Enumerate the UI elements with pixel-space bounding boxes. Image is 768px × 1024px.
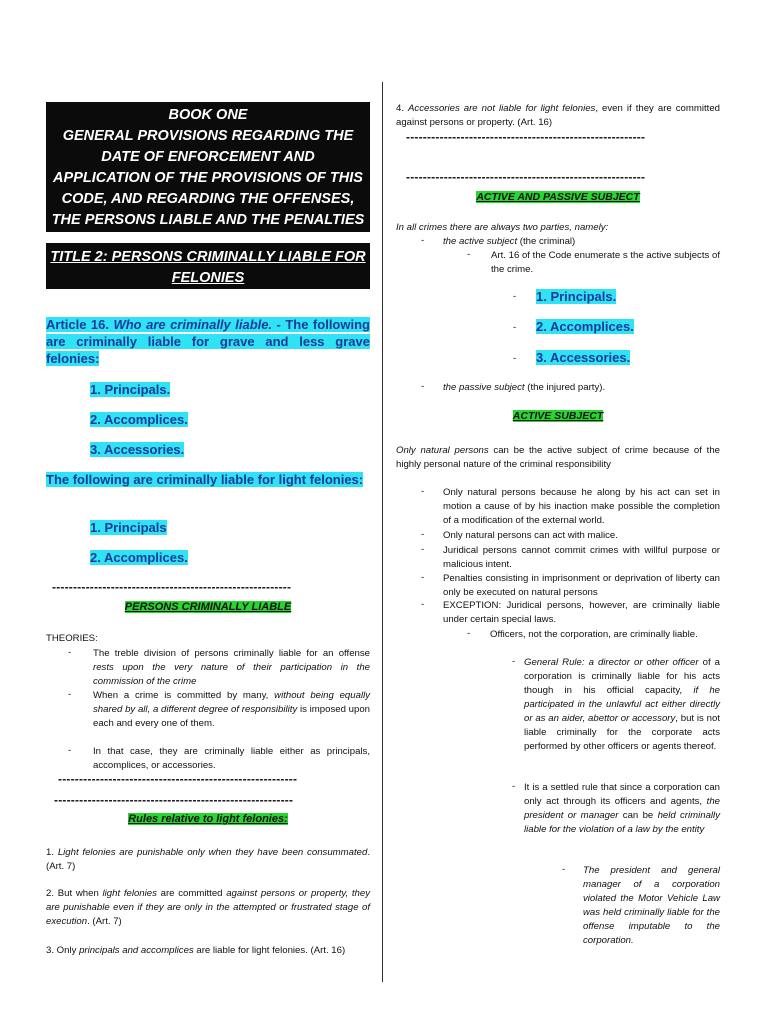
dashed-separator: --------------------------------------------------------- [52, 580, 292, 594]
passive-subject-line: the passive subject (the injured party). [443, 382, 606, 393]
list-item: Only natural persons because he along by his act can set in motion a cause of by his inaction make possible the completion of a modification of the external world. [443, 487, 720, 526]
theory-item: When a crime is committed by many, without being equally shared by all, a different degree of responsibility is imposed upon each and every one of them. [93, 690, 371, 729]
book-heading-box [46, 102, 370, 232]
persons-criminally-liable-heading: PERSONS CRIMINALLY LIABLE [124, 601, 292, 613]
bullet-dash: - [421, 599, 425, 610]
list-item: EXCEPTION: Juridical persons, however, are criminally liable under certain special laws. [443, 600, 720, 625]
officers-line: Officers, not the corporation, are criminally liable. [490, 629, 698, 640]
rule-item: 2. But when light felonies are committed against persons or property, they are punishable even if they are only in the attempted or frustrated stage of execution. (Art. 7) [46, 888, 370, 927]
list-item: 2. Accomplices. [90, 550, 188, 565]
list-item: 2. Accomplices. [90, 412, 188, 427]
list-item: Juridical persons cannot commit crimes with willful purpose or malicious intent. [443, 545, 720, 570]
list-item: 3. Accessories. [90, 442, 185, 457]
list-item: 3. Accessories. [536, 350, 631, 365]
bullet-dash: - [68, 745, 72, 756]
article-16-paragraph: Article 16. Who are criminally liable. - The following are criminally liable for grave and less grave felonies: [46, 317, 370, 366]
theory-item: The treble division of persons criminally liable for an offense rests upon the very nature of their participation in the commission of the crime [93, 648, 370, 687]
rule-item: 3. Only principals and accomplices are liable for light felonies. (Art. 16) [46, 945, 346, 956]
bullet-dash: - [467, 249, 471, 260]
book-line: DATE OF ENFORCEMENT AND [101, 149, 315, 165]
book-line: GENERAL PROVISIONS REGARDING THE [62, 128, 354, 144]
bullet-dash: - [467, 628, 471, 639]
list-item: 1. Principals. [90, 382, 171, 397]
title-line-1: TITLE 2: PERSONS CRIMINALLY LIABLE FOR [50, 249, 366, 265]
article-16-title: Who are criminally liable. [113, 317, 273, 332]
theory-item: In that case, they are criminally liable either as principals, accomplices, or accessories. [93, 746, 370, 771]
dashed-separator: --------------------------------------------------------- [406, 130, 646, 144]
list-item: 1. Principals [90, 520, 167, 535]
title-line-2: FELONIES [171, 270, 245, 286]
bullet-dash: - [68, 647, 72, 658]
bullet-dash: - [421, 544, 425, 555]
bullet-dash: - [513, 353, 517, 364]
book-line: CODE, AND REGARDING THE OFFENSES, [61, 191, 355, 207]
settled-rule-paragraph: It is a settled rule that since a corporation can only act through its officers and agents, the president or manager can be held criminally liable for the violation of a law by the entity [524, 782, 720, 835]
bullet-dash: - [513, 291, 517, 302]
bullet-dash: - [68, 689, 72, 700]
list-item: Only natural persons can act with malice. [443, 530, 618, 541]
dashed-separator: --------------------------------------------------------- [54, 793, 294, 807]
column-divider [382, 82, 383, 982]
list-item: Penalties consisting in imprisonment or deprivation of liberty can only be executed on natural persons [443, 573, 720, 598]
general-rule-paragraph: General Rule: a director or other officer of a corporation is criminally liable for his acts though in his official capacity, if he participated in the unlawful act either directly or as an aider, abettor or accessory, but is not liable criminally for the corporate acts performed by other officers or agents thereof. [524, 657, 720, 752]
example-paragraph: The president and general manager of a corporation violated the Motor Vehicle Law was held criminally liable for the offense imputable to the corporation. [583, 865, 720, 946]
active-subject-line: the active subject (the criminal) [443, 236, 576, 247]
book-line: APPLICATION OF THE PROVISIONS OF THIS [53, 170, 363, 186]
book-line: THE PERSONS LIABLE AND THE PENALTIES [51, 212, 365, 228]
bullet-dash: - [562, 864, 566, 875]
natural-persons-paragraph: Only natural persons can be the active subject of crime because of the highly personal nature of the criminal responsibility [396, 445, 720, 470]
rule-item: 1. Light felonies are punishable only when they have been consummated. (Art. 7) [46, 847, 370, 872]
art16-note: Art. 16 of the Code enumerate s the active subjects of the crime. [491, 250, 720, 275]
theories-label: THEORIES: [46, 633, 98, 644]
dashed-separator: --------------------------------------------------------- [58, 772, 298, 786]
bullet-dash: - [421, 486, 425, 497]
two-parties-intro: In all crimes there are always two parties, namely: [396, 222, 609, 233]
dashed-separator: --------------------------------------------------------- [406, 170, 646, 184]
bullet-dash: - [512, 781, 516, 792]
bullet-dash: - [513, 322, 517, 333]
title-heading-box [46, 243, 370, 289]
active-subject-heading: ACTIVE SUBJECT [512, 410, 604, 422]
active-passive-heading: ACTIVE AND PASSIVE SUBJECT [476, 191, 640, 203]
bullet-dash: - [421, 572, 425, 583]
book-line: BOOK ONE [168, 107, 248, 123]
bullet-dash: - [421, 381, 425, 392]
rule-item: 4. Accessories are not liable for light felonies, even if they are committed against persons or property. (Art. 16) [396, 103, 720, 128]
list-item: 1. Principals. [536, 289, 617, 304]
bullet-dash: - [512, 656, 516, 667]
light-felonies-intro: The following are criminally liable for light felonies: [46, 472, 364, 487]
rules-light-felonies-heading: Rules relative to light felonies: [128, 813, 288, 825]
bullet-dash: - [421, 529, 425, 540]
bullet-dash: - [421, 235, 425, 246]
list-item: 2. Accomplices. [536, 319, 634, 334]
